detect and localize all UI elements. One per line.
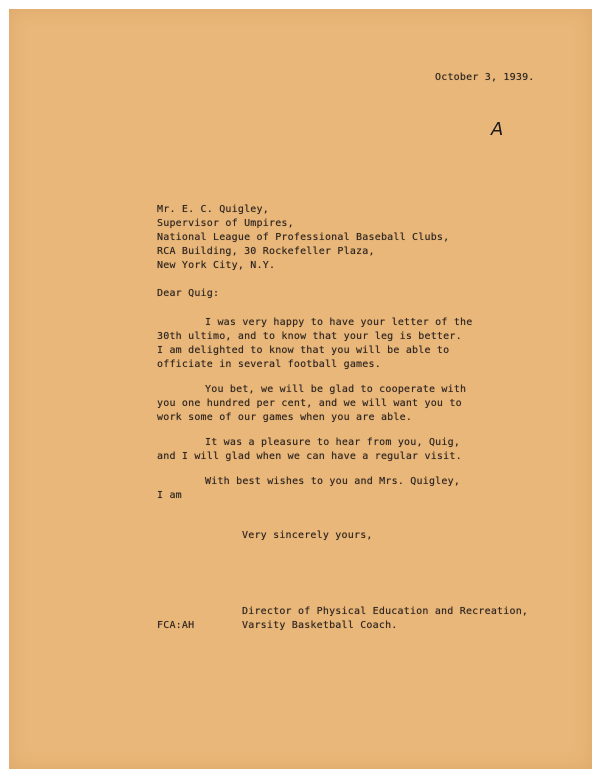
letter-page bbox=[9, 9, 592, 769]
body-line: officiate in several football games. bbox=[157, 359, 381, 370]
recipient-line: RCA Building, 30 Rockefeller Plaza, bbox=[157, 246, 375, 257]
handwritten-mark: A bbox=[491, 119, 504, 140]
signature-title-line: Director of Physical Education and Recreation, bbox=[242, 606, 529, 617]
recipient-line: Supervisor of Umpires, bbox=[157, 218, 294, 229]
salutation: Dear Quig: bbox=[157, 288, 220, 299]
body-line: you one hundred per cent, and we will want you to bbox=[157, 398, 462, 409]
recipient-line: National League of Professional Baseball Clubs, bbox=[157, 232, 450, 243]
closing: Very sincerely yours, bbox=[242, 530, 373, 541]
recipient-line: New York City, N.Y. bbox=[157, 260, 276, 271]
body-line: I am delighted to know that you will be able to bbox=[157, 345, 450, 356]
body-line: It was a pleasure to hear from you, Quig, bbox=[205, 437, 461, 448]
body-line: I am bbox=[157, 490, 182, 501]
body-line: With best wishes to you and Mrs. Quigley, bbox=[205, 476, 461, 487]
typist-initials: FCA:AH bbox=[157, 620, 195, 631]
body-line: work some of our games when you are able. bbox=[157, 412, 413, 423]
body-line: I was very happy to have your letter of the bbox=[205, 317, 473, 328]
body-line: You bet, we will be glad to cooperate with bbox=[205, 384, 467, 395]
signature-title-line: Varsity Basketball Coach. bbox=[242, 620, 398, 631]
body-line: and I will glad when we can have a regular visit. bbox=[157, 451, 462, 462]
recipient-line: Mr. E. C. Quigley, bbox=[157, 204, 269, 215]
letter-date: October 3, 1939. bbox=[435, 72, 535, 83]
body-line: 30th ultimo, and to know that your leg is better. bbox=[157, 331, 462, 342]
